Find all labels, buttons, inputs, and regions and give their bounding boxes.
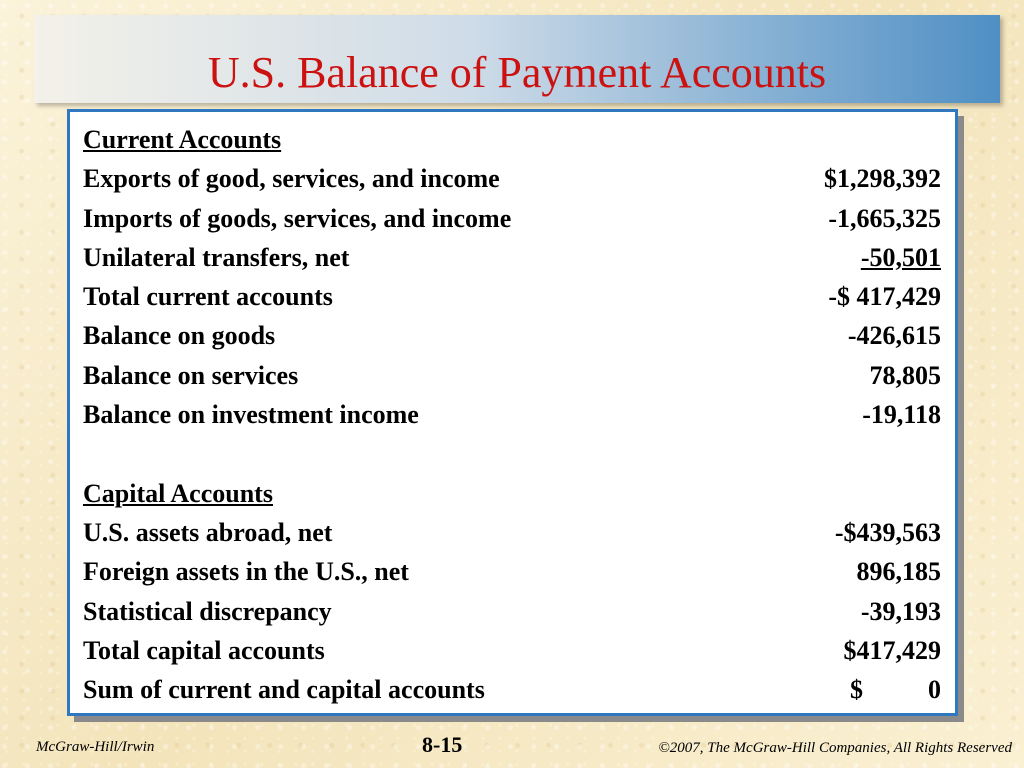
spacer-row [83,434,941,473]
table-row [83,552,941,591]
row-label: Balance on services [83,360,299,390]
table-row [83,199,941,238]
row-value: -50,501 [860,242,941,272]
row-value: -426,615 [847,321,941,351]
table-row [83,631,941,670]
table-row [83,670,941,709]
table-row [83,592,941,631]
row-value: $417,429 [843,635,941,665]
row-label: Imports of goods, services, and income [83,203,512,233]
row-label: Balance on goods [83,321,276,351]
row-value: $1,298,392 [824,164,941,194]
balance-table [67,109,958,716]
row-label: U.S. assets abroad, net [83,517,333,547]
table-row [83,238,941,277]
row-value: -39,193 [860,596,941,626]
row-value: 896,185 [856,557,941,587]
row-label: Sum of current and capital accounts [83,675,485,705]
row-label: Total current accounts [83,282,333,312]
table-row [83,159,941,198]
row-label: Unilateral transfers, net [83,242,350,272]
row-value: -1,665,325 [828,203,941,233]
row-label: Foreign assets in the U.S., net [83,557,409,587]
slide-number: 8-15 [422,732,463,757]
row-value: -$ 417,429 [828,282,941,312]
publisher-text: McGraw-Hill/Irwin [36,739,155,755]
row-value: -19,118 [862,400,941,430]
table-row [83,395,941,434]
row-label: Current Accounts [83,125,282,154]
row-label: Balance on investment income [83,400,419,430]
title-banner [34,15,1000,103]
slide-title: U.S. Balance of Payment Accounts [207,48,827,97]
row-label: Statistical discrepancy [83,596,332,626]
row-label: Exports of good, services, and income [83,164,500,194]
row-value: $ 0 [850,675,941,705]
row-label: Total capital accounts [83,635,325,665]
table-rows [83,120,941,709]
row-value: 78,805 [869,360,941,390]
row-value: -$439,563 [834,517,941,547]
table-row [83,356,941,395]
table-row [83,513,941,552]
table-row [83,474,941,513]
table-row [83,120,941,159]
copyright-text: ©2007, The McGraw-Hill Companies, All Rights Reserved [658,740,1012,756]
row-label: Capital Accounts [83,478,273,508]
table-row [83,277,941,316]
table-row [83,316,941,355]
